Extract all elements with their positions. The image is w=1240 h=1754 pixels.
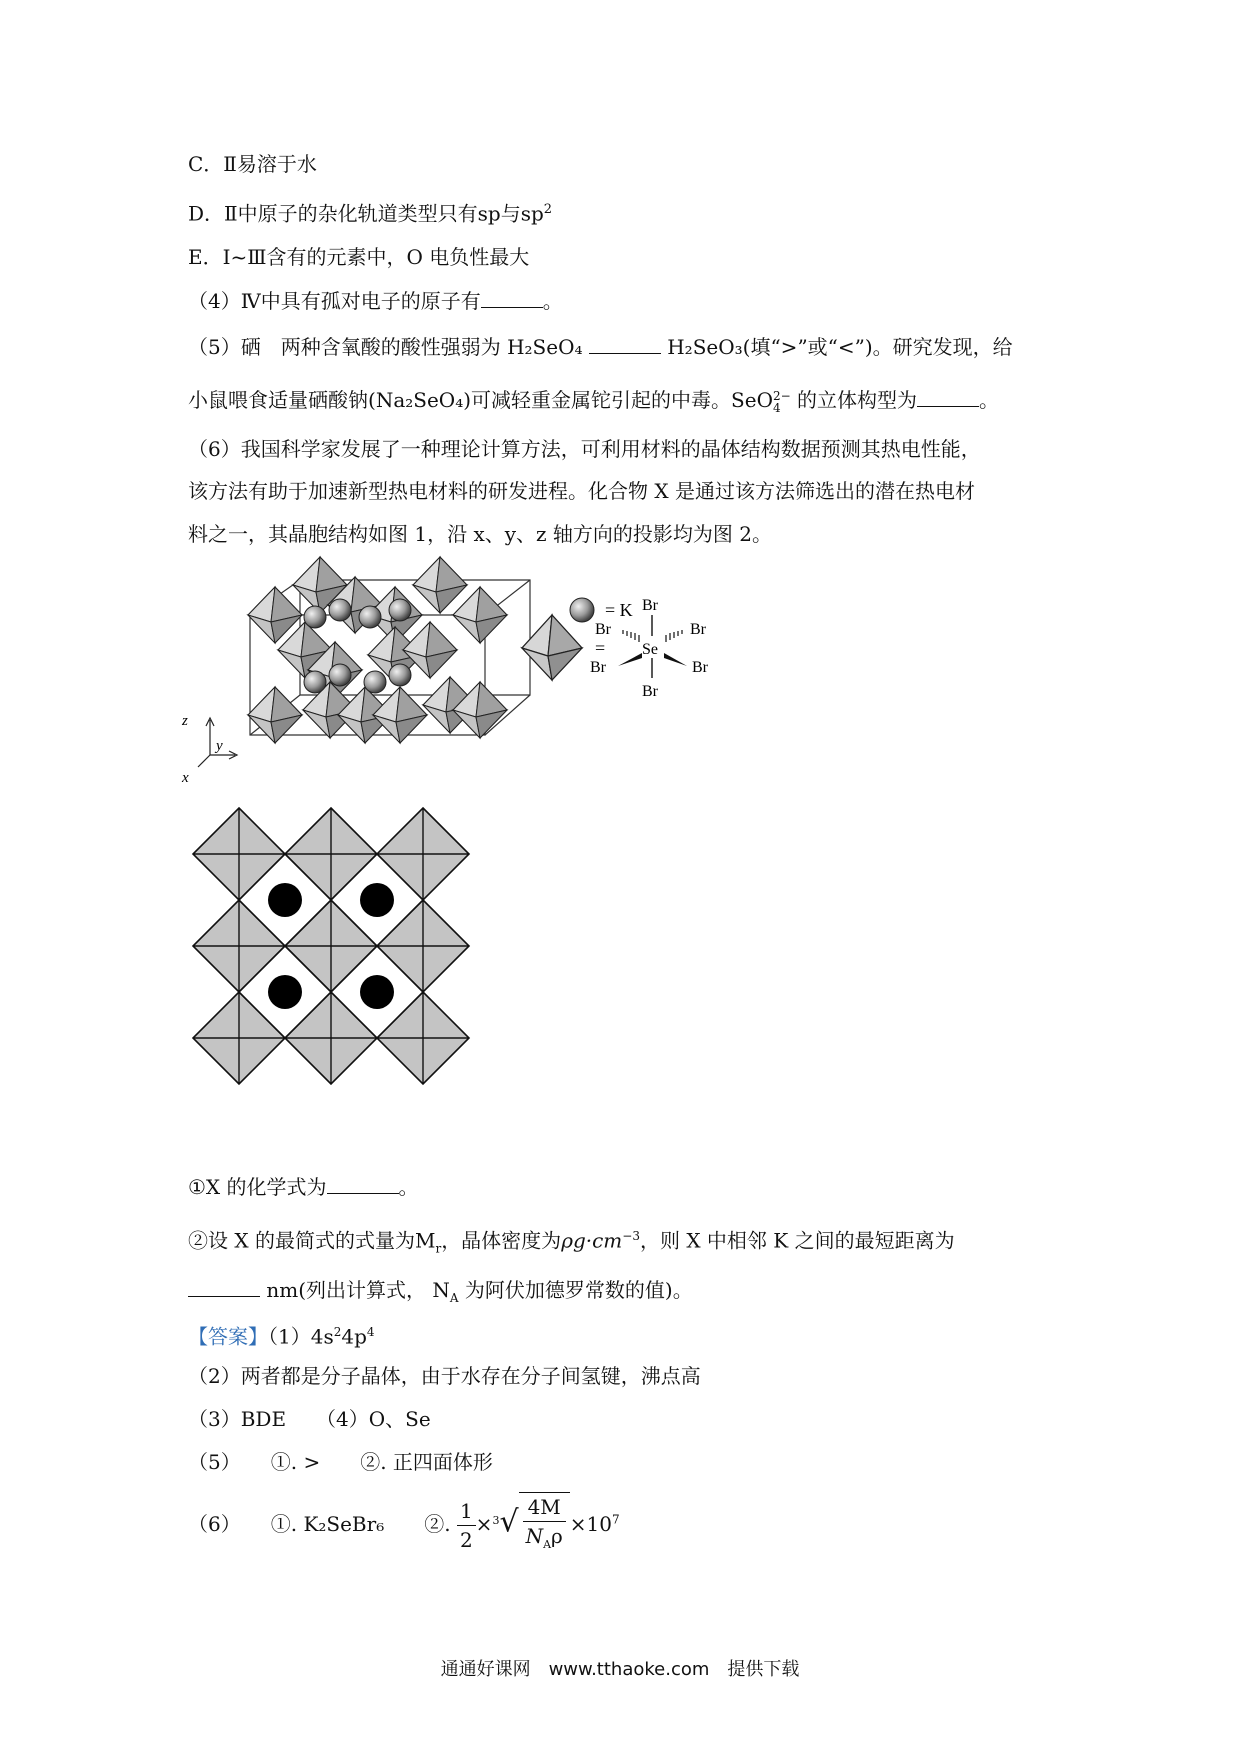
subquestion-1: ①X 的化学式为 。 [188,1175,419,1199]
br-upper-left: Br [595,621,611,638]
answer-3-4: （3）BDE （4）O、Se [188,1407,431,1431]
option-c: C．Ⅱ易溶于水 [188,152,317,176]
answer-6: （6） ①. K₂SeBr₆ ②. $\frac{1}{2}$ ×$^3$√ $\frac{4M}{N_A\rho}$ $\times 10^7$ [188,1492,620,1559]
projection-k-dot [360,975,394,1009]
k-atom [364,671,386,693]
br-lower-left: Br [590,659,606,676]
axis-x-label: x [182,770,189,786]
axis-z-label: z [182,713,188,729]
answer-tag: 【答案】 [188,1324,268,1349]
question-6-line-3: 料之一，其晶胞结构如图 1，沿 x、y、z 轴方向的投影均为图 2。 [188,522,772,546]
question-5-line-2: 小鼠喂食适量硒酸钠(Na₂SeO₄)可减轻重金属铊引起的中毒。SeO 2− 4 的立体构型为 。 [188,388,1000,415]
answer-1: 【答案】$(1)4s^24p^4$ [188,1324,375,1349]
k-atom [329,599,351,621]
k-atom [359,606,381,628]
subquestion-2-cont: nm(列出计算式， $N_A$ 为阿伏加德罗常数的值)。 [188,1276,693,1312]
option-e: E．I~Ⅲ含有的元素中，O 电负性最大 [188,245,530,269]
question-5-line-1: （5）硒 两种含氧酸的酸性强弱为 H₂SeO₄ H₂SeO₃(填“>”或“<”)。研究发现，给 [188,335,1013,359]
projection-tiles [193,808,469,1084]
subquestion-2: ②设 X 的最简式的式量为$M_r$，晶体密度为$\rho g\cdot cm^{-3}$，则 X 中相邻 K 之间的最短距离为 [188,1228,955,1256]
octahedra [248,557,507,743]
question-4: （4）Ⅳ中具有孤对电子的原子有 。 [188,289,563,313]
legend-k-ball [570,598,594,622]
k-atom [304,606,326,628]
question-6-line-1: （6）我国科学家发展了一种理论计算方法，可利用材料的晶体结构数据预测其热电性能， [188,437,981,461]
projection-k-dot [268,975,302,1009]
legend-octahedron [522,615,582,680]
octahedron [403,622,457,678]
unit-cell-figure [182,560,830,795]
answer-5: （5） ①. > ②. 正四面体形 [188,1450,493,1474]
projection-k-dot [268,883,302,917]
k-atom [389,664,411,686]
answer-6-fraction: $\frac{1}{2}$ [457,1497,476,1554]
se-center: Se [642,641,658,658]
octahedron [453,587,507,643]
br-bottom: Br [642,683,658,700]
legend-oct-equals: = [595,638,606,658]
octahedron [413,557,467,613]
br-upper-right: Br [690,621,706,638]
br-top: Br [642,597,658,614]
footer: 通通好课网 www.tthaoke.com 提供下载 [440,1659,800,1680]
answer-2: （2）两者都是分子晶体，由于水存在分子间氢键，沸点高 [188,1364,701,1388]
k-atom [304,671,326,693]
k-atom [329,664,351,686]
option-d: D．Ⅱ中原子的杂化轨道类型只有sp与$sp^2$ [188,201,553,226]
br-lower-right: Br [692,659,708,676]
question-6-line-2: 该方法有助于加速新型热电材料的研发进程。化合物 X 是通过该方法筛选出的潜在热电材 [188,479,975,503]
legend-k-label: = K [605,600,633,620]
k-atom [389,599,411,621]
projection-k-dot [360,883,394,917]
answer-6-cuberoot: $^3$√ $\frac{4M}{N_A\rho}$ [492,1492,569,1559]
axis-y-label: y [216,738,223,754]
projection-figure [193,808,503,1118]
